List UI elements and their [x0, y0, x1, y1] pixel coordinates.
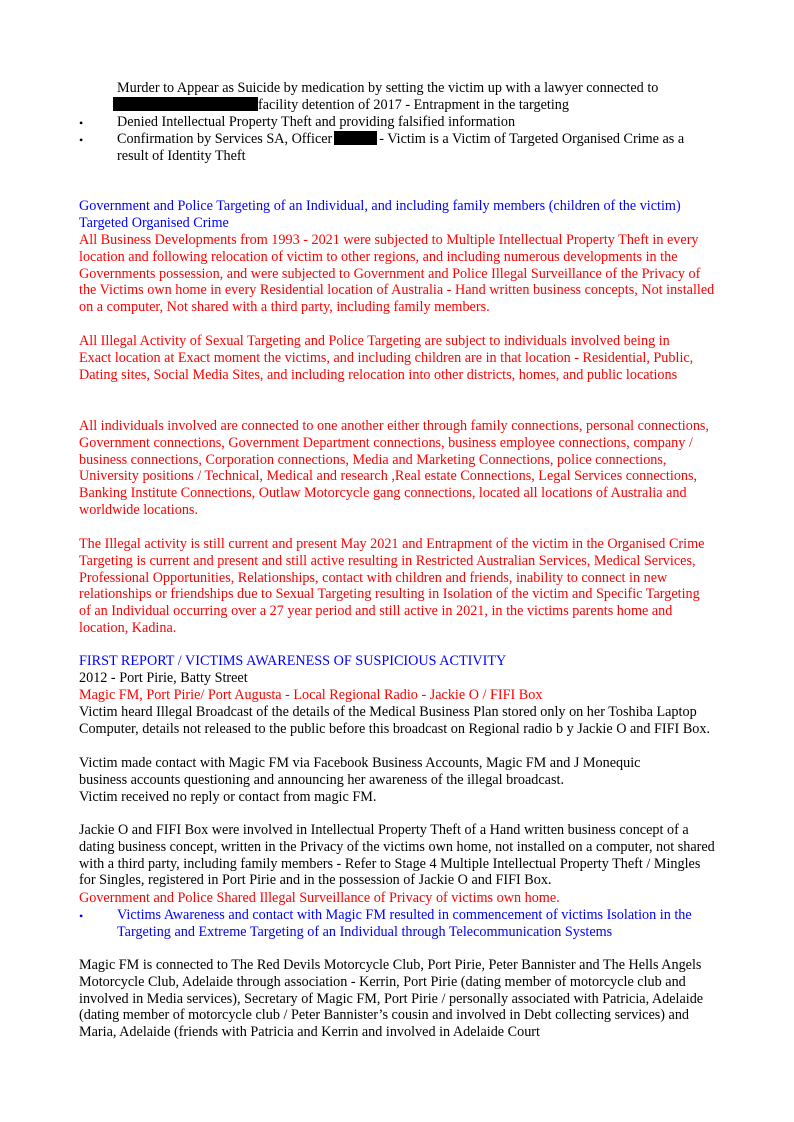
top-line-2 [113, 97, 733, 114]
section2-red-line: Government and Police Shared Illegal Surveillance of Privacy of victims own home. [79, 890, 560, 906]
redaction-box [113, 97, 258, 111]
section2-heading: FIRST REPORT / VICTIMS AWARENESS OF SUSPICIOUS ACTIVITY [79, 653, 507, 669]
section2-para-1a: Victim heard Illegal Broadcast of the details of the Medical Business Plan stored only on her Toshiba Laptop Computer, details not released to the public before this broadcast on Regional radio b y Jackie O and FIFI Box. [79, 704, 711, 737]
bullet-icon: • [79, 133, 84, 147]
section1-para-3: All individuals involved are connected to one another either through family connections, personal connections, Government connections, Government Department connections, business employee connections, company / business connections, Corporation connections, Media and Marketing Connections, police connections, University positions / Technical, Medical and research ,Real estate Connections, Legal Services connections, Banking Institute Connections, Outlaw Motorcycle gang connections, located all locations of Australia and worldwide locations. [79, 418, 709, 518]
top-bullet-2-text-a: Confirmation by Services SA, Officer [117, 131, 333, 147]
top-bullet-1: Denied Intellectual Property Theft and providing falsified information [117, 114, 516, 130]
top-bullet-2 [117, 131, 717, 165]
section2-location: 2012 - Port Pirie, Batty Street [79, 670, 248, 686]
bullet-icon: • [79, 909, 84, 923]
section1-heading: Government and Police Targeting of an Individual, and including family members (children of the victim) Targeted Organised Crime [79, 198, 681, 231]
section1-para-1: All Business Developments from 1993 - 2021 were subjected to Multiple Intellectual Property Theft in every location and following relocation of victim to other regions, and including numerous developments in the Governments possession, and were subjected to Government and Police Illegal Surveillance of the Privacy of the Victims own home in every Residential location of Australia - Hand written business concepts, Not installed on a computer, Not shared with a third party, including family members. [79, 232, 715, 316]
section1-para-2: All Illegal Activity of Sexual Targeting and Police Targeting are subject to individuals involved being in Exact location at Exact moment the victims, and including children are in that location - Residential, Public, Dating sites, Social Media Sites, and including relocation into other districts, homes, and public locations [79, 333, 694, 383]
section2-subheading: Magic FM, Port Pirie/ Port Augusta - Local Regional Radio - Jackie O / FIFI Box [79, 687, 543, 703]
top-line-1: Murder to Appear as Suicide by medication by setting the victim up with a lawyer connected to [117, 80, 659, 96]
top-line-2-text: facility detention of 2017 - Entrapment in the targeting [258, 97, 569, 113]
section1-para-4: The Illegal activity is still current and present May 2021 and Entrapment of the victim in the Organised Crime Targeting is current and present and still active resulting in Restricted Australian Services, Medical Services, Professional Opportunities, Relationships, contact with children and friends, inability to connect in new relationships or friendships due to Sexual Targeting resulting in Isolation of the victim and Specific Targeting of an Individual occurring over a 27 year period and still active in 2021, in the victims parents home and location, Kadina. [79, 536, 705, 636]
section2-para-1b: Victim made contact with Magic FM via Facebook Business Accounts, Magic FM and J Monequic business accounts questioning and announcing her awareness of the illegal broadcast. [79, 755, 641, 788]
top-bullet-2-text-b: - Victim is a Victim of Targeted Organised Crime as a result of Identity Theft [117, 131, 685, 164]
section2-para-2: Jackie O and FIFI Box were involved in Intellectual Property Theft of a Hand written business concept of a dating business concept, written in the Privacy of the victims own home, not installed on a computer, not shared with a third party, including family members - Refer to Stage 4 Multiple Intellectual Property Theft / Mingles for Singles, registered in Port Pirie and in the possession of Jackie O and FIFI Box. [79, 822, 715, 889]
section2-para-3: Magic FM is connected to The Red Devils Motorcycle Club, Port Pirie, Peter Bannister and The Hells Angels Motorcycle Club, Adelaide through association - Kerrin, Port Pirie (dating member of motorcycle club and involved in Media services), Secretary of Magic FM, Port Pirie / personally associated with Patricia, Adelaide (dating member of motorcycle club / Peter Bannister’s cousin and involved in Debt collecting services) and Maria, Adelaide (friends with Patricia and Kerrin and involved in Adelaide Court [79, 957, 704, 1041]
section2-para-1c: Victim received no reply or contact from magic FM. [79, 789, 377, 805]
section2-bullet: Victims Awareness and contact with Magic FM resulted in commencement of victims Isolation in the Targeting and Extreme Targeting of an Individual through Telecommunication Systems [117, 907, 692, 940]
redaction-box [334, 131, 377, 145]
bullet-icon: • [79, 116, 84, 130]
